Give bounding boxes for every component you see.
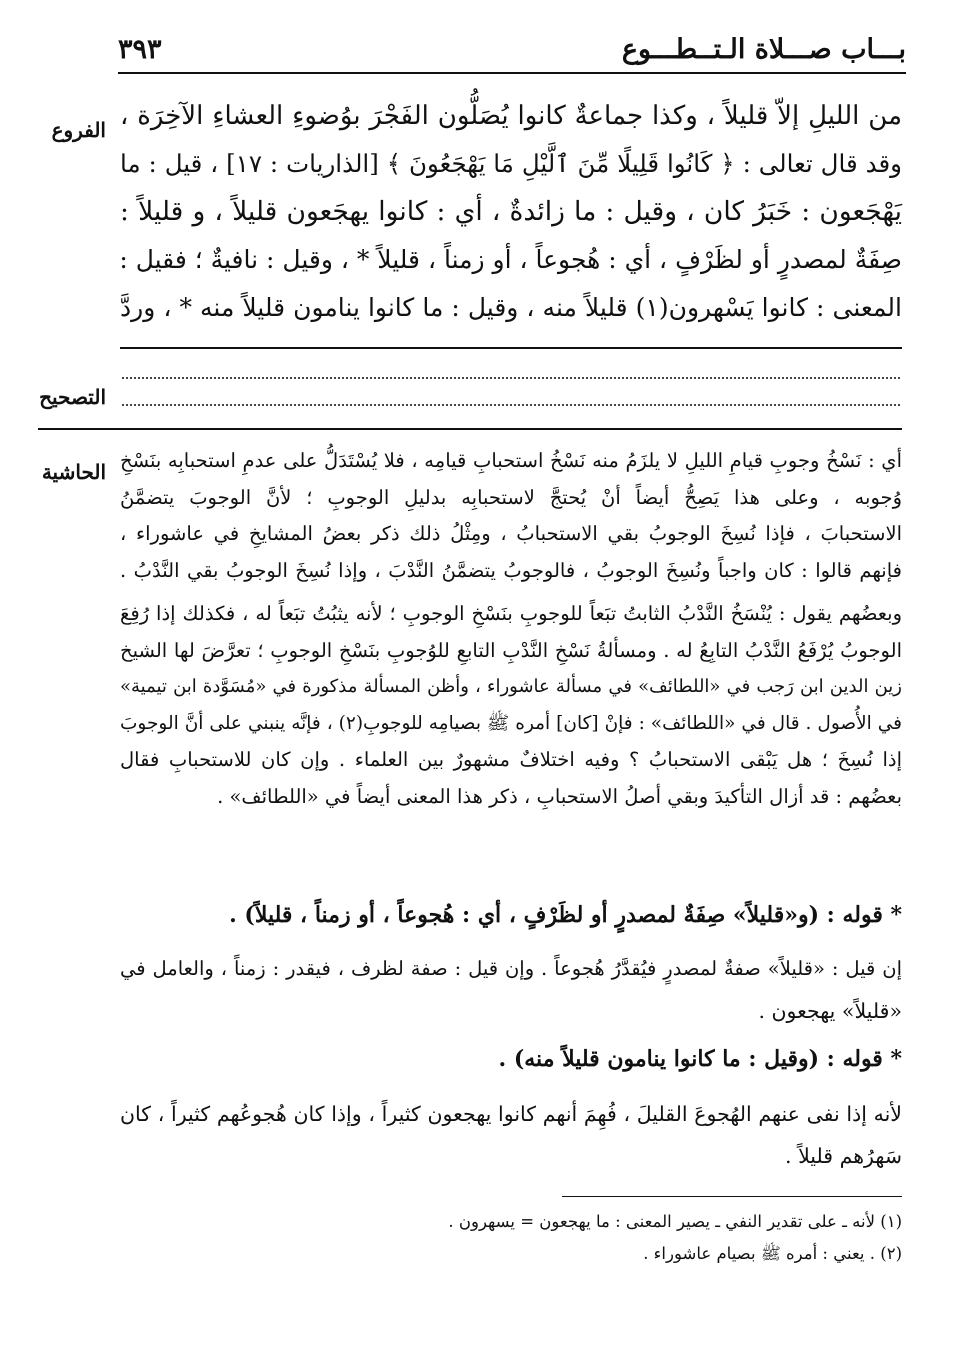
qawl-heading: * قوله : (و«قليلاً» صِفَةٌ لمصدرٍ أو لظَرْفٍ ، أي : هُجوعاً ، أو زمناً ، قليلاً) . xyxy=(229,902,902,928)
qawl-commentary xyxy=(120,1093,902,1177)
hashiya-line: الاستحبابَ ، فإذا نُسِخَ الوجوبُ بقي الاستحبابُ ، ومِثْلُ ذلك ذكر بعضُ المشايخِ في عاشوراء ، xyxy=(120,522,902,545)
hashiya-line: أي : نَسْخُ وجوبِ قيامِ الليلِ لا يلزَمُ منه نَسْخُ استحبابِ قيامِه ، فلا يُسْتَدَلُّ على عدمِ استحبابِه بنَسْخِ xyxy=(120,449,902,472)
header-rule xyxy=(118,72,906,74)
furu-text xyxy=(120,92,902,332)
hashiya-line: الوجوبُ يُرْفَعُ النَّدْبُ التابِعُ له . ومسألةُ نَسْخِ النَّدْبِ التابعِ للوُجوبِ بنَسْخِ الوجوبِ ؛ تعرَّضَ لها الشيخ xyxy=(120,638,902,662)
qawl-commentary xyxy=(120,948,902,1032)
tashih-dotted-line xyxy=(122,404,900,406)
hashiya-line: وبعضُهم يقول : يُنْسَخُ النَّدْبُ الثابتُ تبَعاً للوجوبِ بنَسْخِ الوجوبِ ؛ لأنه يثبُتُ تبَعاً له ، فكذلك إذا رُفِعَ xyxy=(120,602,902,625)
furu-line: من الليلِ إلاّ قليلاً ، وكذا جماعةٌ كانوا يُصَلُّون الفَجْرَ بوُضوءِ العشاءِ الآخِرَة ، xyxy=(120,101,902,131)
commentary-line: سَهرُهم قليلاً . xyxy=(785,1144,902,1168)
hashiya-line: إذا نُسِخَ ؛ هل يَبْقى الاستحبابُ ؟ وفيه اختلافٌ مشهورٌ بين العلماء . وإن كان للاستحبابِ فقال xyxy=(120,748,902,771)
tashih-dotted-line xyxy=(122,377,900,379)
label-hashiya: الحاشية xyxy=(41,460,106,484)
tashih-rule xyxy=(38,428,902,430)
label-tashih: التصحيح xyxy=(39,385,106,409)
furu-rule xyxy=(120,347,902,349)
running-header xyxy=(118,34,906,68)
hashiya-line: في الأُصول . قال في «اللطائف» : فإنْ [كان] أمره ﷺ بصيامِه للوجوبِ(٢) ، فإنَّه ينبني على أنَّ الوجوبَ xyxy=(120,712,902,734)
hashiya-line: وُجوبه ، وعلى هذا يَصِحُّ أيضاً أنْ يُحتجَّ لاستحبابِه بدليلِ الوجوبِ ؛ لأنَّ الوجوبَ يتضمَّنُ xyxy=(120,485,902,509)
qawl-heading: * قوله : (وقيل : ما كانوا ينامون قليلاً منه) . xyxy=(498,1046,902,1072)
furu-line: المعنى : كانوا يَسْهرون(١) قليلاً منه ، وقيل : ما كانوا ينامون قليلاً منه * ، وردَّ xyxy=(120,293,902,322)
label-furu: الفروع xyxy=(51,118,106,142)
hashiya-line: زين الدين ابن رَجب في «اللطائف» في مسألة عاشوراء ، وأظن المسألة مذكورة في «مُسَوَّدة ابن تيمية» xyxy=(120,676,902,697)
footnote-rule xyxy=(562,1196,902,1197)
commentary-line: «قليلاً» يهجعون . xyxy=(758,999,902,1023)
hashiya-line: بعضُهم : قد أزال التأكيدَ وبقي أصلُ الاستحبابِ ، ذكر هذا المعنى أيضاً في «اللطائف» . xyxy=(217,784,902,808)
chapter-title: بـــاب صـــلاة الـتــطـــوع xyxy=(621,34,906,65)
commentary-line: إن قيل : «قليلاً» صفةٌ لمصدرٍ فيُقدَّرُ هُجوعاً . وإن قيل : صفة لظرف ، فيقدر : زمناً ، والعامل في xyxy=(120,957,902,980)
hashiya-text xyxy=(120,443,902,815)
page-number: ٣٩٣ xyxy=(118,34,162,65)
footnote: (١) لأنه ـ على تقدير النفي ـ يصير المعنى : ما يهجعون = يسهرون . xyxy=(448,1212,902,1231)
commentary-line: لأنه إذا نفى عنهم الهُجوعَ القليلَ ، فُهِمَ أنهم كانوا يهجعون كثيراً ، وإذا كان هُجوعُهم كثيراً ، كان xyxy=(120,1102,902,1126)
hashiya-line: فإنهم قالوا : كان واجباً ونُسِخَ الوجوبُ ، فالوجوبُ يتضمَّنُ النَّدْبَ ، وإذا نُسِخَ الوجوبُ بقي النَّدْبُ . xyxy=(120,558,902,582)
furu-line: يَهْجَعون : خَبَرُ كان ، وقيل : ما زائدةٌ ، أي : كانوا يهجَعون قليلاً ، و قليلاً : xyxy=(120,196,902,227)
furu-line: وقد قال تعالى : ﴿ كَانُوا قَلِيلًا مِّنَ ٱلَّيْلِ مَا يَهْجَعُونَ ﴾ [الذاريات : ١٧] ، قيل : ما xyxy=(120,149,902,178)
footnote: (٢) . يعني : أمره ﷺ بصيام عاشوراء . xyxy=(643,1244,902,1263)
furu-line: صِفَةٌ لمصدرٍ أو لظَرْفٍ ، أي : هُجوعاً ، أو زمناً ، قليلاً * ، وقيل : نافيةٌ ؛ فقيل : xyxy=(119,245,902,274)
